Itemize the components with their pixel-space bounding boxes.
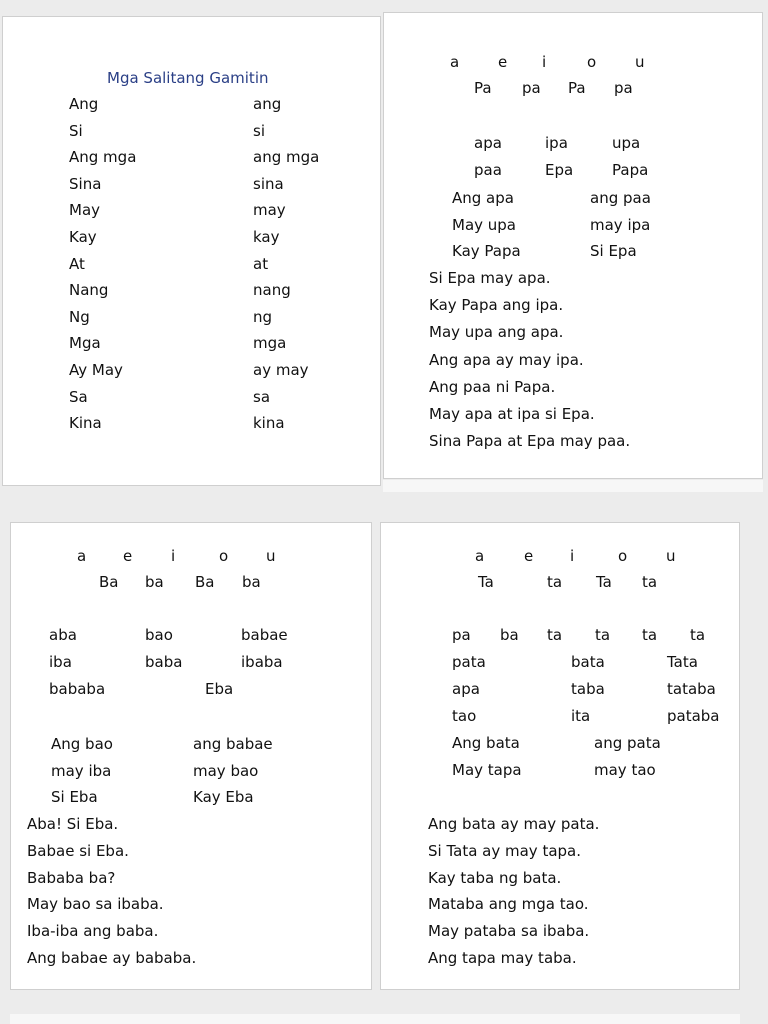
- word-item: Mga: [69, 334, 101, 353]
- word-item: nang: [253, 281, 291, 300]
- phrase: May tapa: [452, 761, 522, 779]
- word-item: kina: [253, 414, 285, 433]
- word-item: Ng: [69, 307, 90, 326]
- syllable: Pa: [568, 79, 586, 97]
- word-item: bababa: [49, 680, 106, 698]
- word-item: Kay: [69, 228, 97, 246]
- word-item: ng: [253, 307, 273, 326]
- word-item: ita: [571, 707, 591, 725]
- phrase: may iba: [51, 761, 112, 780]
- word-item: pataba: [667, 707, 720, 725]
- phrase: Ang bata: [452, 734, 520, 752]
- word-item: aba: [49, 626, 77, 644]
- sentence: May upa ang apa.: [429, 323, 564, 342]
- vowel: e: [524, 547, 534, 565]
- word-list-panel: [2, 16, 381, 486]
- phrase: may ipa: [590, 215, 651, 234]
- word-item: Sa: [69, 387, 88, 406]
- phrase: ang pata: [594, 734, 661, 752]
- vowel: o: [618, 547, 628, 565]
- word-item: Sina: [69, 174, 102, 193]
- vowel: o: [219, 547, 229, 565]
- phrase: Ang bao: [51, 735, 113, 753]
- word-item: ibaba: [241, 653, 283, 671]
- word-item: si: [253, 121, 265, 140]
- word-item: Ang mga: [69, 148, 137, 167]
- syllable: Ba: [195, 573, 215, 591]
- sentence: Mataba ang mga tao.: [428, 895, 589, 914]
- word-item: tataba: [667, 680, 716, 698]
- vowel: a: [77, 547, 87, 565]
- word-item: Ang: [69, 95, 99, 113]
- word-item: Eba: [205, 680, 234, 698]
- word-item: upa: [612, 134, 641, 152]
- lesson-ta-panel: [380, 522, 740, 990]
- vowel: i: [570, 547, 575, 565]
- syllable: pa: [452, 626, 471, 644]
- syllable: ta: [642, 573, 658, 591]
- vowel: u: [635, 53, 645, 71]
- word-item: taba: [571, 680, 605, 698]
- syllable: ta: [690, 626, 706, 644]
- sentence: May pataba sa ibaba.: [428, 922, 590, 941]
- phrase: Kay Eba: [193, 788, 254, 806]
- word-item: Ay May: [69, 361, 123, 379]
- sentence: Iba-iba ang baba.: [27, 922, 159, 941]
- word-item: at: [253, 254, 269, 273]
- word-item: ay may: [253, 361, 309, 379]
- sentence: Bababa ba?: [27, 868, 116, 887]
- word-item: Kina: [69, 414, 102, 433]
- word-item: ipa: [545, 134, 568, 152]
- word-item: may: [253, 201, 286, 220]
- phrase: ang babae: [193, 735, 273, 753]
- vowel: o: [587, 53, 597, 71]
- word-item: At: [69, 254, 85, 273]
- sentence: Ang bata ay may pata.: [428, 815, 600, 833]
- word-item: Tata: [667, 653, 698, 671]
- sentence: Aba! Si Eba.: [27, 815, 119, 833]
- syllable: Pa: [474, 79, 492, 97]
- vowel: u: [666, 547, 676, 565]
- phrase: Si Epa: [590, 242, 637, 260]
- word-item: mga: [253, 334, 287, 353]
- word-item: paa: [474, 161, 502, 179]
- phrase: Kay Papa: [452, 242, 521, 260]
- vowel: i: [542, 53, 547, 71]
- word-item: Nang: [69, 281, 109, 300]
- lesson-ba-panel: [10, 522, 372, 990]
- sentence: Si Tata ay may tapa.: [428, 841, 582, 860]
- syllable: ba: [242, 573, 261, 591]
- word-item: tao: [452, 707, 477, 725]
- sentence: May bao sa ibaba.: [27, 895, 164, 914]
- word-item: ang mga: [253, 148, 320, 167]
- syllable: pa: [614, 79, 633, 97]
- word-item: iba: [49, 653, 72, 671]
- syllable: ta: [642, 626, 658, 644]
- word-item: apa: [452, 680, 480, 698]
- word-item: bao: [145, 626, 173, 644]
- sentence: Ang paa ni Papa.: [429, 377, 556, 396]
- syllable: ta: [547, 626, 563, 644]
- syllable: ta: [547, 573, 563, 591]
- panel-title: Mga Salitang Gamitin: [107, 69, 269, 87]
- phrase: may tao: [594, 761, 656, 779]
- sentence: May apa at ipa si Epa.: [429, 405, 595, 423]
- phrase: May upa: [452, 215, 516, 234]
- sentence: Kay taba ng bata.: [428, 868, 562, 887]
- word-item: pata: [452, 653, 486, 671]
- vowel: e: [498, 53, 508, 71]
- vowel: a: [475, 547, 485, 565]
- phrase: may bao: [193, 761, 259, 780]
- word-item: Epa: [545, 161, 574, 179]
- phrase: Ang apa: [452, 189, 514, 207]
- word-item: apa: [474, 134, 502, 152]
- word-item: bata: [571, 653, 605, 671]
- vowel: a: [450, 53, 460, 71]
- syllable: ta: [595, 626, 611, 644]
- sentence: Ang apa ay may ipa.: [429, 350, 584, 369]
- word-item: kay: [253, 228, 280, 246]
- word-item: sina: [253, 174, 284, 193]
- syllable: pa: [522, 79, 541, 97]
- word-item: babae: [241, 626, 288, 644]
- word-item: sa: [253, 387, 271, 406]
- syllable: Ba: [99, 573, 119, 591]
- phrase: ang paa: [590, 189, 651, 207]
- word-item: Papa: [612, 161, 649, 179]
- syllable: Ta: [596, 573, 612, 591]
- vowel: u: [266, 547, 276, 565]
- syllable: ba: [145, 573, 164, 591]
- vowel: i: [171, 547, 176, 565]
- sentence: Ang tapa may taba.: [428, 949, 577, 967]
- lesson-pa-panel: [383, 12, 763, 479]
- word-item: ang: [253, 95, 282, 113]
- sentence: Sina Papa at Epa may paa.: [429, 432, 631, 451]
- sentence: Ang babae ay bababa.: [27, 949, 197, 967]
- word-item: baba: [145, 653, 183, 671]
- sentence: Babae si Eba.: [27, 841, 129, 860]
- phrase: Si Eba: [51, 788, 98, 806]
- vowel: e: [123, 547, 133, 565]
- word-item: Si: [69, 121, 83, 140]
- sentence: Kay Papa ang ipa.: [429, 296, 564, 315]
- word-item: May: [69, 201, 101, 220]
- sentence: Si Epa may apa.: [429, 269, 551, 287]
- syllable: ba: [500, 626, 519, 644]
- syllable: Ta: [478, 573, 494, 591]
